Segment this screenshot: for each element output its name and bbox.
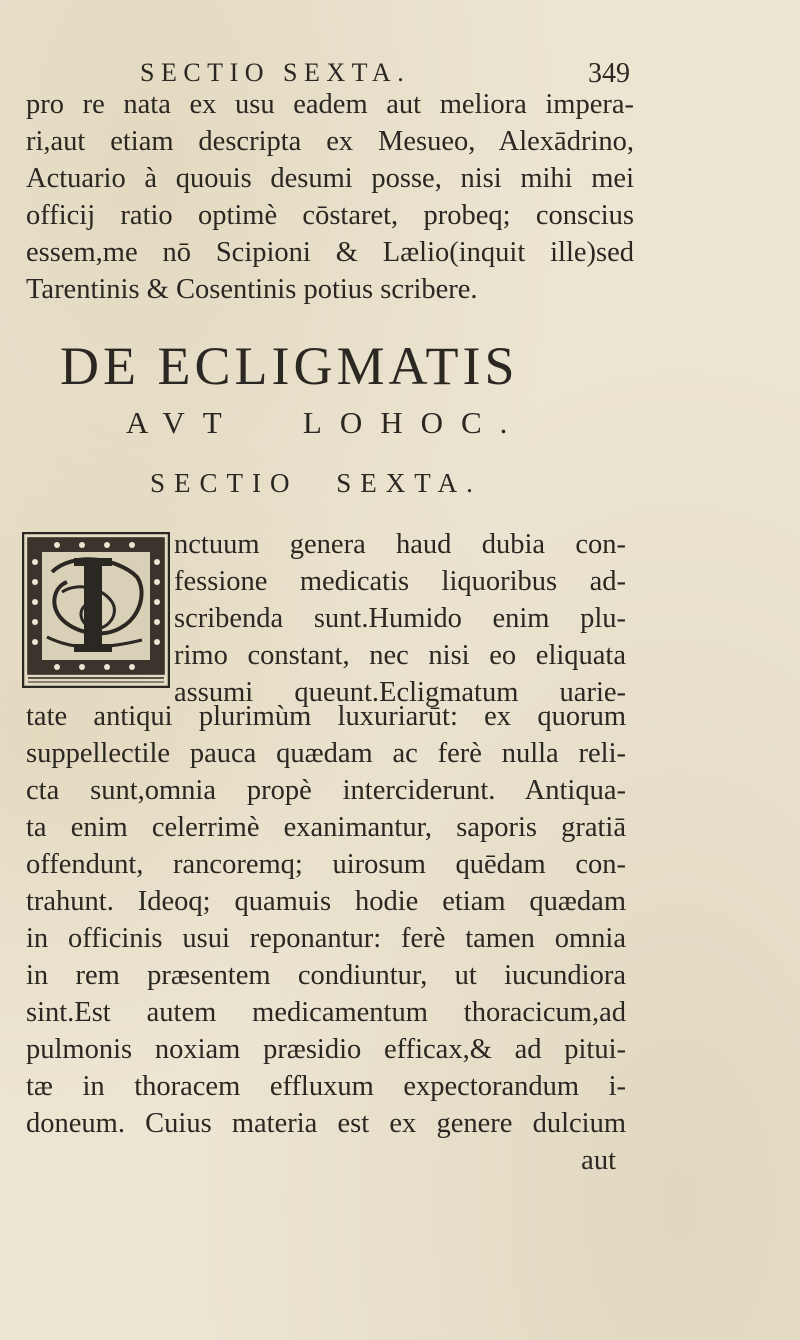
text-line: trahunt. Ideoq; quamuis hodie etiam quædam bbox=[26, 886, 626, 917]
ornamental-initial-icon bbox=[22, 532, 170, 688]
text-line: ta enim celerrimè exanimantur, saporis gratiā bbox=[26, 812, 626, 843]
text-line: scribenda sunt.Humido enim plu- bbox=[174, 603, 626, 634]
text-line: fessione medicatis liquoribus ad- bbox=[174, 566, 626, 597]
text-line: nctuum genera haud dubia con- bbox=[174, 529, 626, 560]
section-heading: SECTIO SEXTA. bbox=[150, 468, 482, 498]
text-line: ri,aut etiam descripta ex Mesueo, Alexādrino, bbox=[26, 126, 634, 157]
text-line: officij ratio optimè cōstaret, probeq; conscius bbox=[26, 200, 634, 231]
text-line: rimo constant, nec nisi eo eliquata bbox=[174, 640, 626, 671]
text-line: in officinis usui reponantur: ferè tamen omnia bbox=[26, 923, 626, 954]
running-title: SECTIO SEXTA. bbox=[140, 58, 411, 87]
body-paragraph bbox=[26, 698, 626, 1179]
catchword: aut bbox=[581, 1145, 616, 1176]
text-line: Actuario à quouis desumi posse, nisi mihi mei bbox=[26, 163, 634, 194]
text-line: tæ in thoracem effluxum expectorandum i- bbox=[26, 1071, 626, 1102]
text-line: sint.Est autem medicamentum thoracicum,ad bbox=[26, 997, 626, 1028]
body-paragraph-indented bbox=[174, 526, 626, 711]
text-line: cta sunt,omnia propè interciderunt. Antiqua- bbox=[26, 775, 626, 806]
text-line: assumi queunt.Ecligmatum uarie- bbox=[174, 677, 626, 708]
text-line: in rem præsentem condiuntur, ut iucundiora bbox=[26, 960, 626, 991]
intro-paragraph bbox=[26, 86, 634, 308]
text-line: Tarentinis & Cosentinis potius scribere. bbox=[26, 274, 478, 305]
text-line: essem,me nō Scipioni & Lælio(inquit ille)sed bbox=[26, 237, 634, 268]
text-line: pulmonis noxiam præsidio efficax,& ad pitui- bbox=[26, 1034, 626, 1065]
text-line: offendunt, rancoremq; uirosum quēdam con- bbox=[26, 849, 626, 880]
text-line: suppellectile pauca quædam ac ferè nulla reli- bbox=[26, 738, 626, 769]
chapter-heading: DE ECLIGMATIS bbox=[60, 336, 519, 396]
chapter-subheading: AVT LOHOC. bbox=[126, 405, 526, 440]
text-line: doneum. Cuius materia est ex genere dulcium bbox=[26, 1108, 626, 1139]
text-line: pro re nata ex usu eadem aut meliora impera- bbox=[26, 89, 634, 120]
page-number: 349 bbox=[588, 58, 630, 89]
text-line: tate antiqui plurimùm luxuriarūt: ex quorum bbox=[26, 701, 626, 732]
